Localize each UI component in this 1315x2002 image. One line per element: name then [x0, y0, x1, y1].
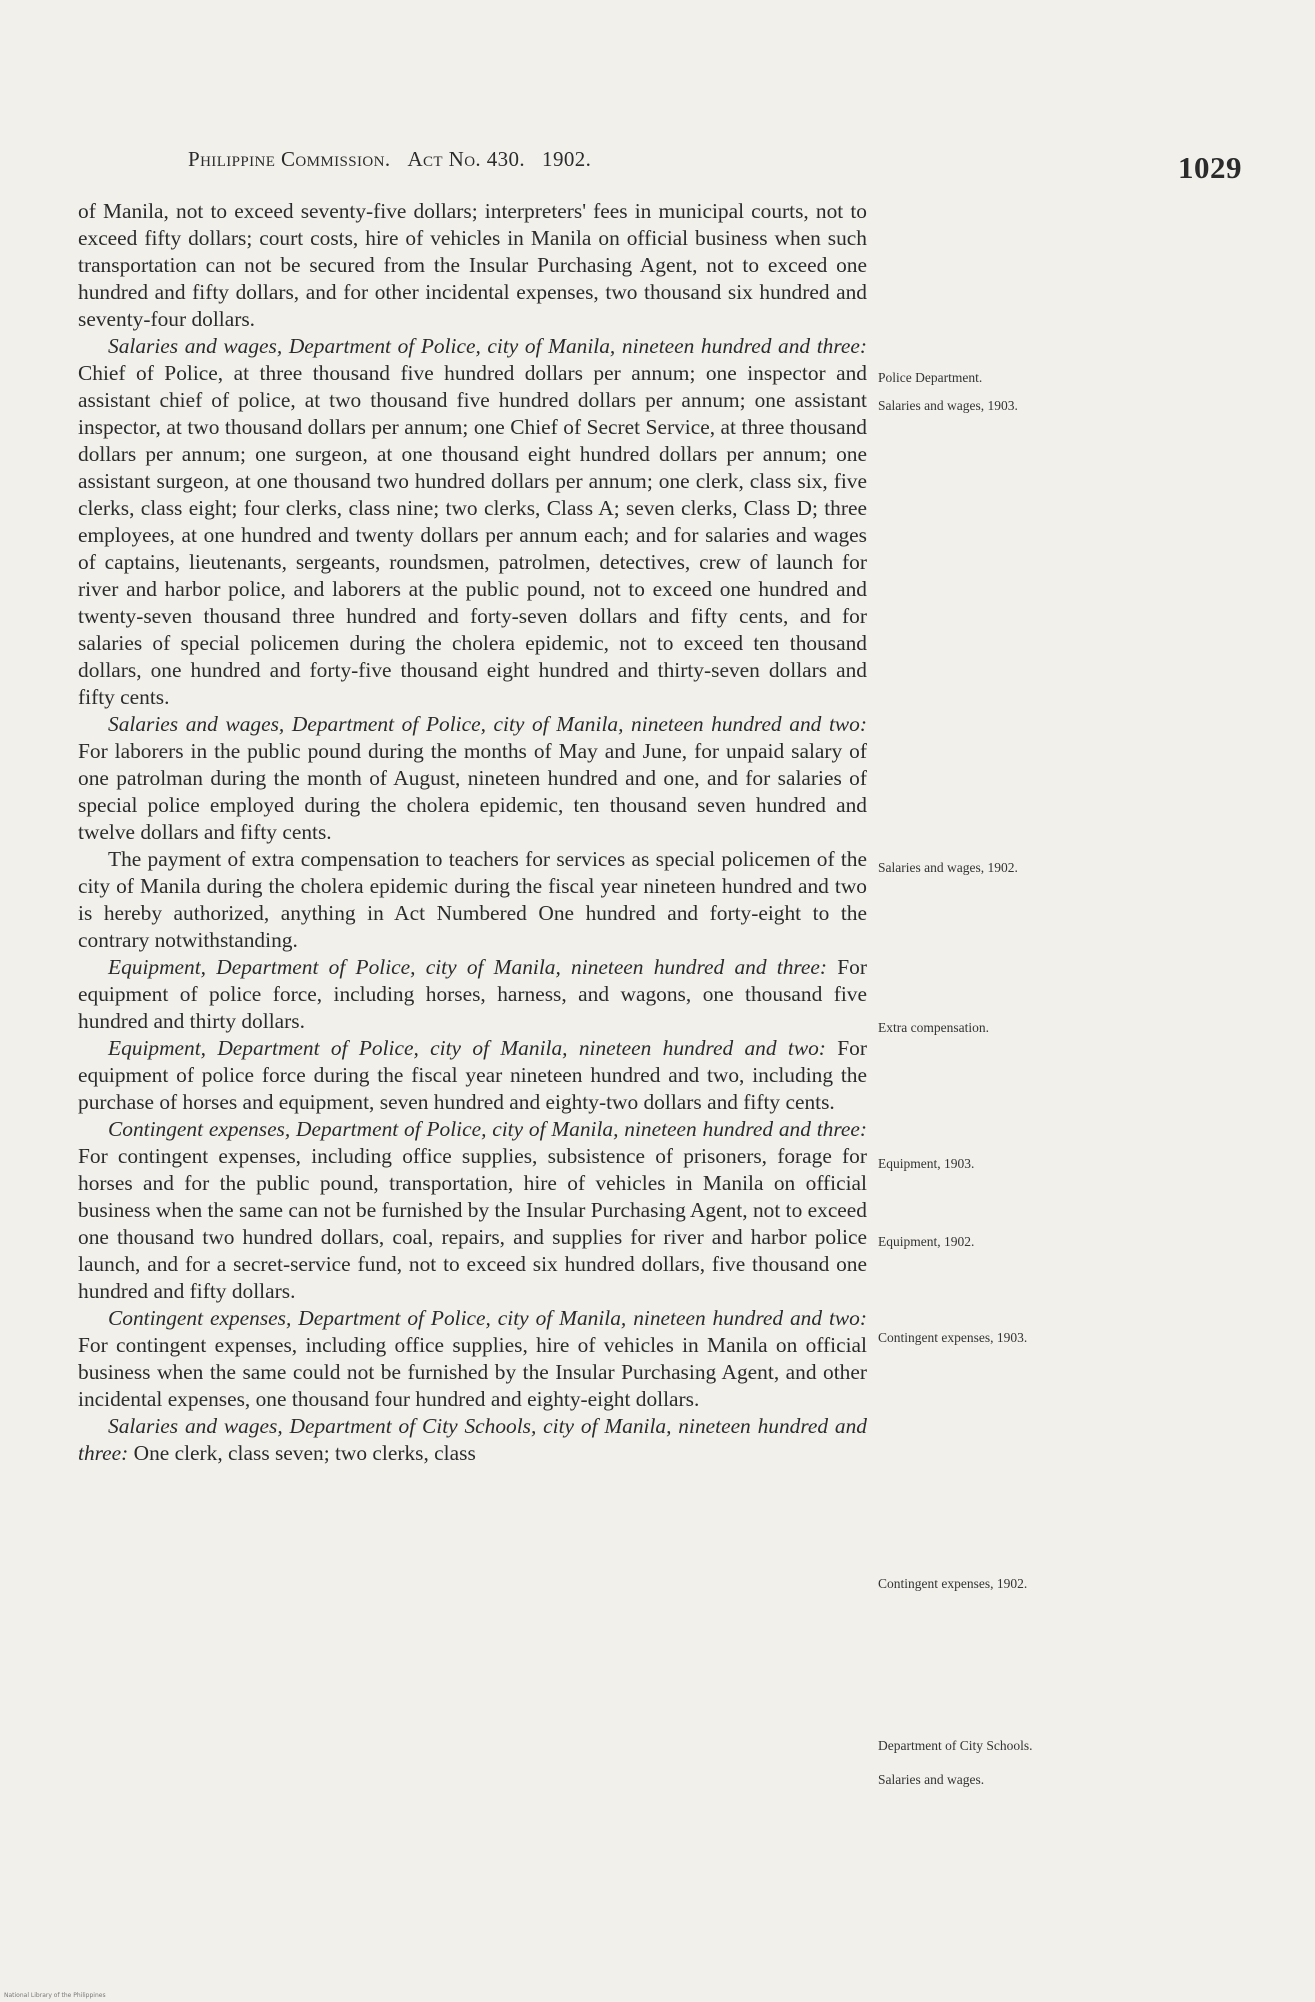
paragraph: [78, 1035, 867, 1116]
paragraph-text: For equipment of police force, including horses, harness, and wagons, one thousand five hundred and thirty dollars.: [78, 955, 867, 1033]
footer-credit: National Library of the Philippines: [4, 1992, 106, 1999]
paragraph-text: of Manila, not to exceed seventy-five dollars; interpreters' fees in municipal courts, not to exceed fifty dollars; court costs, hire of vehicles in Manila on official business when such transportation can not be secured from the Insular Purchasing Agent, not to exceed one hundred and fifty dollars, and for other incidental expenses, two thousand six hundred and seventy-four dollars.: [78, 199, 867, 331]
act-year: 1902.: [542, 147, 592, 171]
paragraph: [78, 333, 867, 711]
paragraph-lead: Contingent expenses, Department of Police, city of Manila, nineteen hundred and three:: [108, 1117, 867, 1141]
running-head: [188, 147, 738, 172]
margin-note-contingent-1902: Contingent expenses, 1902.: [878, 1576, 1028, 1591]
page-number: 1029: [1178, 150, 1242, 185]
margin-note-extra-compensation: Extra compensation.: [878, 1020, 989, 1035]
paragraph-text: One clerk, class seven; two clerks, class: [128, 1441, 476, 1465]
paragraph-lead: Salaries and wages, Department of Police, city of Manila, nineteen hundred and two:: [108, 712, 867, 736]
margin-note-city-schools: Department of City Schools.: [878, 1738, 1033, 1753]
paragraph-lead: Equipment, Department of Police, city of Manila, nineteen hundred and three:: [108, 955, 828, 979]
margin-note-contingent-1903: Contingent expenses, 1903.: [878, 1330, 1028, 1345]
act-number: Act No. 430.: [407, 147, 526, 171]
paragraph-lead: Salaries and wages, Department of Police, city of Manila, nineteen hundred and three:: [108, 334, 867, 358]
margin-note-salaries-schools: Salaries and wages.: [878, 1772, 985, 1787]
paragraph: [78, 198, 867, 333]
paragraph-lead: Contingent expenses, Department of Police, city of Manila, nineteen hundred and two:: [108, 1306, 867, 1330]
margin-note-equipment-1902: Equipment, 1902.: [878, 1234, 975, 1249]
paragraph-text: Chief of Police, at three thousand five hundred dollars per annum; one inspector and assistant chief of police, at two thousand five hundred dollars per annum; one assistant inspector, at two thousand dollars per annum; one Chief of Secret Service, at three thousand dollars per annum; one surgeon, at one thousand eight hundred dollars per annum; one assistant surgeon, at one thousand two hundred dollars per annum; one clerk, class six, five clerks, class eight; four clerks, class nine; two clerks, Class A; seven clerks, Class D; three employees, at one hundred and twenty dollars per annum each; and for salaries and wages of captains, lieutenants, sergeants, roundsmen, patrolmen, detectives, crew of launch for river and harbor police, and laborers at the public pound, not to exceed one hundred and twenty-seven thousand three hundred and forty-seven dollars and fifty cents, and for salaries of special policemen during the cholera epidemic, not to exceed ten thousand dollars, one hundred and forty-five thousand eight hundred and thirty-seven dollars and fifty cents.: [78, 361, 867, 709]
paragraph-text: For laborers in the public pound during the months of May and June, for unpaid salary of one patrolman during the month of August, nineteen hundred and one, and for salaries of special police employed during the cholera epidemic, ten thousand seven hundred and twelve dollars and fifty cents.: [78, 739, 867, 844]
margin-note-salaries-1903: Salaries and wages, 1903.: [878, 398, 1018, 413]
running-title: Philippine Commission.: [188, 147, 391, 171]
margin-note-police-department: Police Department.: [878, 370, 983, 385]
paragraph: [78, 1305, 867, 1413]
paragraph-text: For contingent expenses, including office supplies, subsistence of prisoners, forage for horses and for the public pound, transportation, hire of vehicles in Manila on official business when the same can not be furnished by the Insular Purchasing Agent, not to exceed one thousand two hundred dollars, coal, repairs, and supplies for river and harbor police launch, and for a secret-service fund, not to exceed six hundred dollars, five thousand one hundred and fifty dollars.: [78, 1144, 867, 1303]
paragraph-lead: Equipment, Department of Police, city of Manila, nineteen hundred and two:: [108, 1036, 826, 1060]
margin-note-equipment-1903: Equipment, 1903.: [878, 1156, 975, 1171]
paragraph-text: For equipment of police force during the fiscal year nineteen hundred and two, including the purchase of horses and equipment, seven hundred and eighty-two dollars and fifty cents.: [78, 1036, 867, 1114]
body-text: [78, 198, 867, 1467]
margin-note-salaries-1902: Salaries and wages, 1902.: [878, 860, 1018, 875]
paragraph: [78, 1116, 867, 1305]
paragraph: [78, 1413, 867, 1467]
paragraph-text: The payment of extra compensation to teachers for services as special policemen of the city of Manila during the cholera epidemic during the fiscal year nineteen hundred and two is hereby authorized, anything in Act Numbered One hundred and forty-eight to the contrary notwithstanding.: [78, 847, 867, 952]
paragraph: [78, 711, 867, 846]
paragraph-lead: Salaries and wages, Department of City Schools, city of Manila, nineteen hundred and three:: [78, 1414, 867, 1465]
paragraph: [78, 954, 867, 1035]
paragraph-text: For contingent expenses, including office supplies, hire of vehicles in Manila on official business when the same could not be furnished by the Insular Purchasing Agent, and other incidental expenses, one thousand four hundred and eighty-eight dollars.: [78, 1333, 867, 1411]
paragraph: [78, 846, 867, 954]
